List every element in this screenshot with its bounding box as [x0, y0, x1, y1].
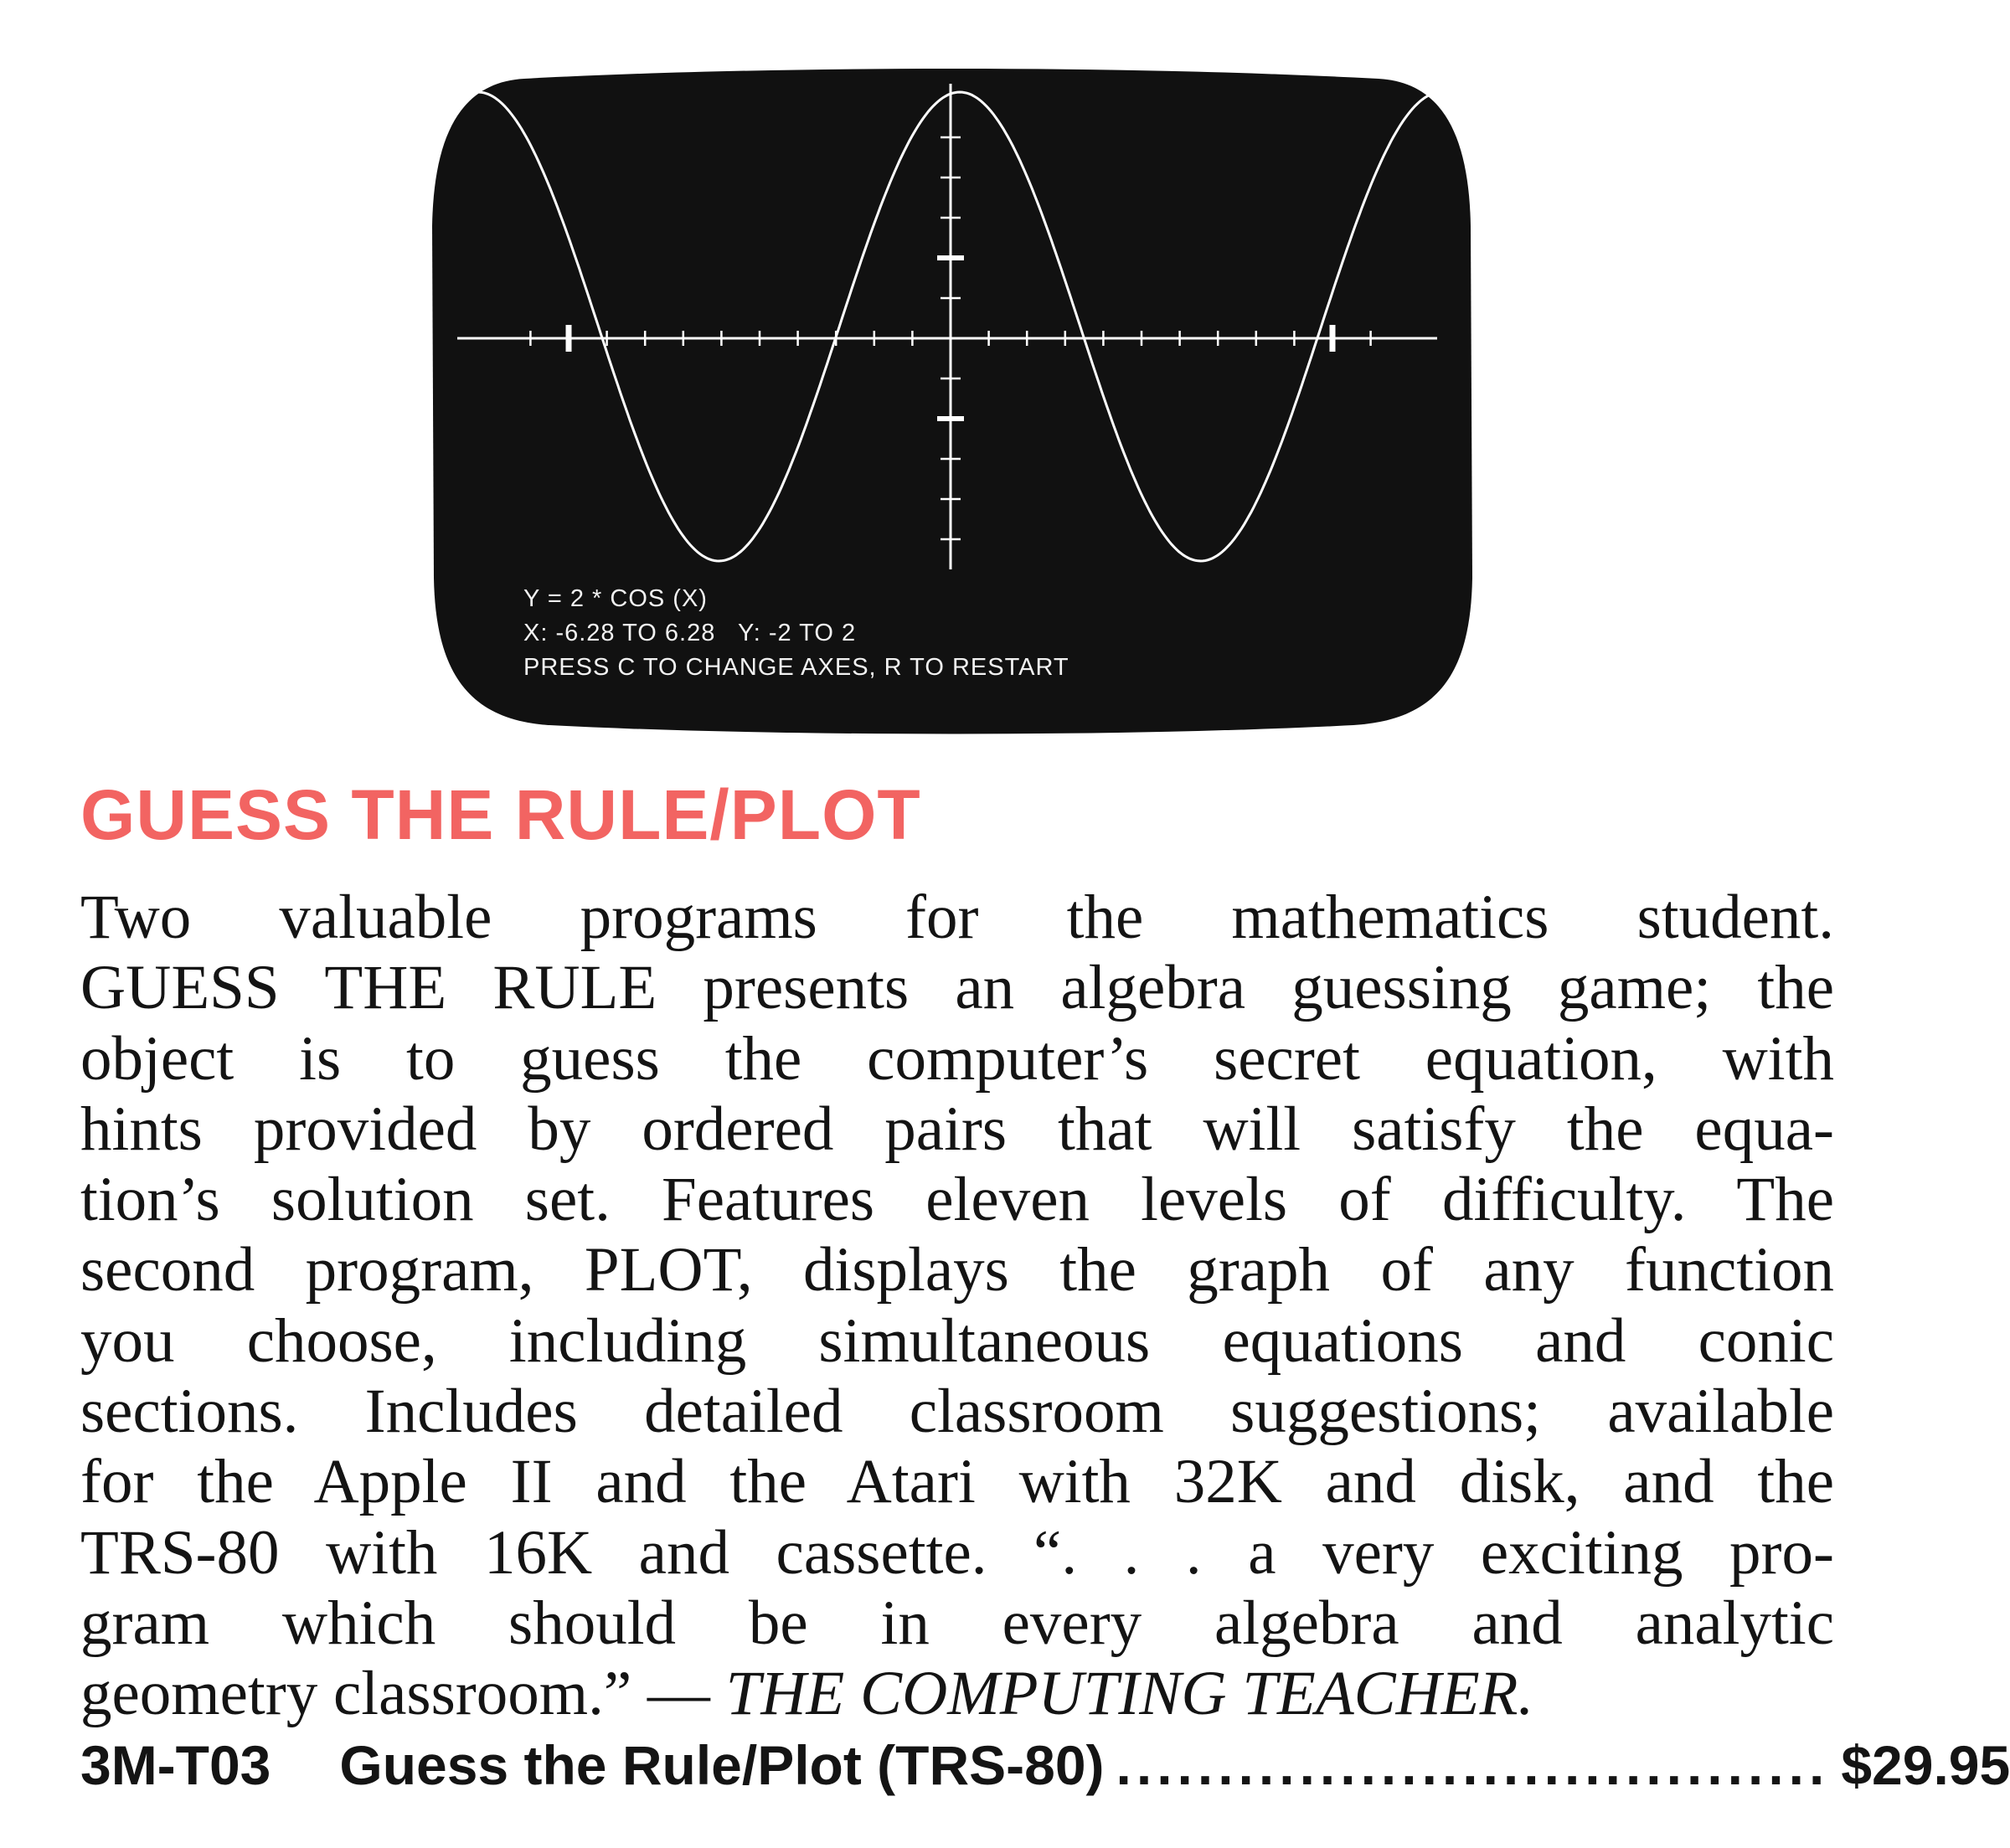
- description-line: GUESS THE RULE presents an algebra guessing game; the: [80, 953, 1834, 1023]
- description: [80, 883, 1834, 1730]
- description-line: second program, PLOT, displays the graph of any function: [80, 1235, 1834, 1305]
- description-line: for the Apple II and the Atari with 32K and disk, and the: [80, 1447, 1834, 1517]
- page-title: GUESS THE RULE/PLOT: [80, 775, 921, 854]
- description-line: TRS-80 with 16K and cassette. “. . . a very exciting pro-: [80, 1517, 1834, 1588]
- description-line: Two valuable programs for the mathematics student.: [80, 883, 1834, 952]
- product-price: $29.95: [1841, 1734, 2010, 1796]
- range-text: X: -6.28 TO 6.28 Y: -2 TO 2: [523, 620, 857, 646]
- quote-source: THE COMPUTING TEACHER.: [725, 1659, 1534, 1729]
- description-last-line: [80, 1659, 1834, 1729]
- monitor-screen: [424, 67, 1479, 733]
- description-line: tion’s solution set. Features eleven levels of difficulty. The: [80, 1165, 1834, 1235]
- instructions-text: PRESS C TO CHANGE AXES, R TO RESTART: [523, 654, 1069, 681]
- product-line: [80, 1733, 2010, 1797]
- description-line: object is to guess the computer’s secret equation, with: [80, 1023, 1834, 1094]
- description-line: sections. Includes detailed classroom suggestions; available: [80, 1377, 1834, 1447]
- product-code: 3M-T03: [80, 1734, 271, 1796]
- equation-text: Y = 2 * COS (X): [523, 585, 708, 612]
- leader-dots: ...................................: [1116, 1734, 1830, 1796]
- description-line: gram which should be in every algebra and analytic: [80, 1588, 1834, 1658]
- description-line: you choose, including simultaneous equations and conic: [80, 1305, 1834, 1376]
- description-line-text: geometry classroom.” —: [80, 1659, 726, 1729]
- screen-readout: [523, 582, 1069, 685]
- product-name: Guess the Rule/Plot (TRS-80): [339, 1734, 1105, 1796]
- description-line: hints provided by ordered pairs that will satisfy the equa-: [80, 1094, 1834, 1164]
